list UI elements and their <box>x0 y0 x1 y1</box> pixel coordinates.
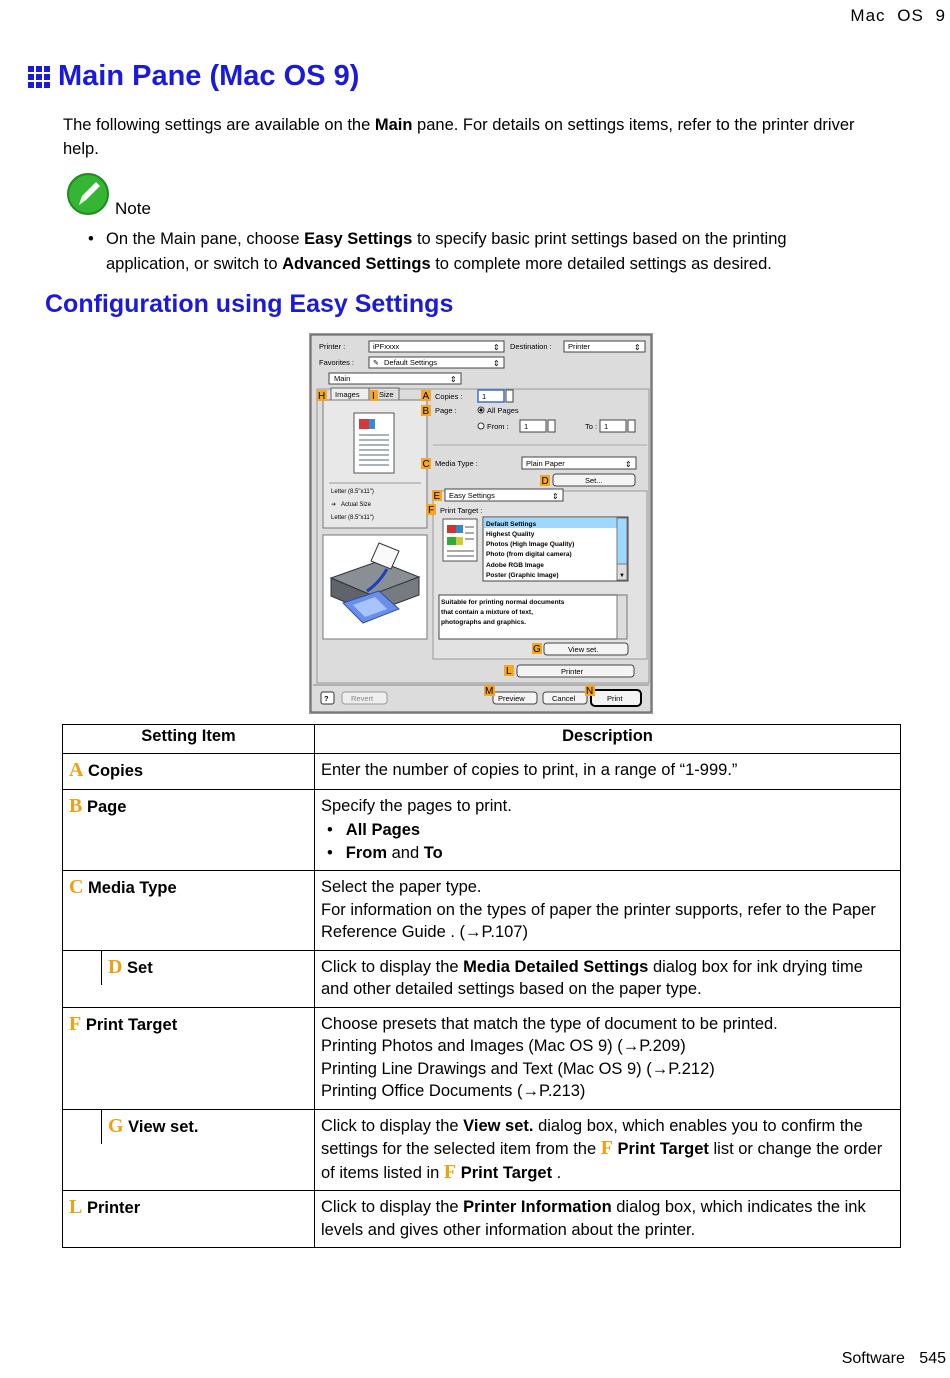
svg-text:Suitable for printing normal d: Suitable for printing normal documents <box>441 599 565 606</box>
table-row: F Print Target Choose presets that match the type of document to be printed. Printing Photos and Images (Mac OS 9) (→P.209) Printing Line Drawings and Text (Mac OS 9) (→P.212) Printing Office Documents (→P.213) <box>63 1007 901 1109</box>
bullet-dot: • <box>88 230 94 248</box>
table-row: D Set Click to display the Media Detailed Settings dialog box for ink drying time and other detailed settings based on the paper type. <box>63 950 901 1007</box>
callout-d <box>540 475 550 487</box>
page-title <box>28 60 359 93</box>
table-row: G View set. Click to display the View set. dialog box, which enables you to confirm the settings for the selected item from the F Print Target list or change the order of items listed in F Print Target . <box>63 1109 901 1191</box>
table-row: L Printer Click to display the Printer Information dialog box, which indicates the ink levels and gives other information about the printer. <box>63 1191 901 1248</box>
header-description: Description <box>315 725 901 754</box>
target-thumbnail-icon <box>443 519 477 561</box>
callout-b <box>421 405 431 417</box>
view-set-button[interactable] <box>544 643 628 655</box>
svg-text:H: H <box>318 391 326 402</box>
callout-h <box>317 390 327 402</box>
printer-select[interactable] <box>369 341 504 352</box>
svg-text:1: 1 <box>524 422 529 431</box>
item-description: Click to display the View set. dialog box, which enables you to confirm the settings for the selected item from the F Print Target list or change the order of items listed in F Print Target . <box>315 1109 901 1191</box>
svg-text:Main: Main <box>334 374 351 383</box>
note-label: Note <box>115 199 151 218</box>
printer-label: Printer : <box>319 342 346 351</box>
svg-text:Printer: Printer <box>561 667 584 676</box>
size-line-1: Letter (8.5"x11") <box>331 489 374 495</box>
section-subtitle: Configuration using Easy Settings <box>45 290 454 318</box>
svg-text:I: I <box>372 391 375 402</box>
callout-a <box>421 390 431 402</box>
media-type-label: Media Type : <box>435 459 478 468</box>
table-row: B Page Specify the pages to print. • All Pages • From and To <box>63 789 901 871</box>
svg-text:D: D <box>541 476 549 487</box>
link-photos[interactable]: Printing Photos and Images (Mac OS 9) (→P.209) <box>321 1037 686 1055</box>
svg-text:1: 1 <box>604 422 609 431</box>
svg-text:M: M <box>485 686 494 697</box>
print-target-list[interactable] <box>483 517 628 581</box>
svg-text:C: C <box>422 459 430 470</box>
svg-text:⇕: ⇕ <box>625 460 632 469</box>
item-name: Copies <box>88 762 144 780</box>
item-description: Choose presets that match the type of document to be printed. Printing Photos and Images (Mac OS 9) (→P.209) Printing Line Drawings and Text (Mac OS 9) (→P.212) Printing Office Documents (→P.213) <box>315 1007 901 1109</box>
svg-text:G: G <box>533 644 541 655</box>
link-line-drawings[interactable]: Printing Line Drawings and Text (Mac OS 9) (→P.212) <box>321 1059 715 1078</box>
running-head: Mac OS 9 <box>850 6 946 25</box>
svg-text:photographs and graphics.: photographs and graphics. <box>441 619 526 626</box>
svg-text:B: B <box>422 406 430 417</box>
section-grid-icon <box>28 66 50 88</box>
favorites-label: Favorites : <box>319 358 355 367</box>
callout-g <box>532 643 542 655</box>
from-input[interactable] <box>520 420 555 432</box>
size-line-2: Actual Size <box>341 502 372 508</box>
revert-button[interactable] <box>342 692 387 704</box>
table-row <box>63 754 901 790</box>
svg-text:A: A <box>422 391 430 402</box>
item-description: Specify the pages to print. • All Pages • From and To <box>315 789 901 871</box>
svg-text:?: ? <box>324 694 329 703</box>
svg-text:All Pages: All Pages <box>487 406 519 415</box>
printer-button[interactable] <box>517 665 634 677</box>
callout-f <box>426 504 436 516</box>
list-item[interactable]: Photo (from digital camera) <box>486 551 572 558</box>
footer-page-number: 545 <box>919 1350 946 1367</box>
callout-m <box>484 685 495 697</box>
list-item[interactable]: Photos (High Image Quality) <box>486 541 575 548</box>
svg-text:⇕: ⇕ <box>493 359 500 368</box>
target-description-box <box>439 595 627 639</box>
item-description: Click to display the Media Detailed Settings dialog box for ink drying time and other detailed settings based on the paper type. <box>315 950 901 1007</box>
svg-text:1: 1 <box>482 392 487 401</box>
page-footer <box>842 1350 946 1368</box>
help-button[interactable] <box>321 692 334 704</box>
set-button[interactable] <box>553 474 635 486</box>
svg-text:⇕: ⇕ <box>493 343 500 352</box>
link-office[interactable]: Printing Office Documents (→P.213) <box>321 1082 586 1100</box>
svg-text:Easy Settings: Easy Settings <box>449 491 495 500</box>
svg-text:iPFxxxx: iPFxxxx <box>373 342 400 351</box>
page-title-text: Main Pane (Mac OS 9) <box>58 60 360 92</box>
svg-text:⇕: ⇕ <box>450 375 457 384</box>
item-description: Enter the number of copies to print, in a range of “1-999.” <box>315 754 901 790</box>
print-target-label: Print Target : <box>440 506 483 515</box>
svg-text:Images: Images <box>335 390 360 399</box>
svg-text:L: L <box>506 666 512 677</box>
svg-text:Cancel: Cancel <box>552 694 576 703</box>
copies-label: Copies : <box>435 392 463 401</box>
list-item[interactable]: Adobe RGB Image <box>486 562 544 569</box>
svg-text:Print: Print <box>607 694 623 703</box>
size-line-3: Letter (8.5"x11") <box>331 515 374 521</box>
list-item[interactable]: Highest Quality <box>486 531 535 538</box>
svg-text:N: N <box>586 686 594 697</box>
svg-text:Plain Paper: Plain Paper <box>526 459 565 468</box>
svg-text:that contain a mixture of text: that contain a mixture of text, <box>441 609 533 616</box>
copies-input[interactable] <box>478 390 513 402</box>
easy-settings-select[interactable] <box>445 489 563 501</box>
page-label: Page : <box>435 406 457 415</box>
svg-text:F: F <box>428 505 435 516</box>
svg-text:Size: Size <box>379 390 394 399</box>
svg-text:Set...: Set... <box>585 476 603 485</box>
note-pencil-icon <box>66 172 110 221</box>
print-button[interactable] <box>591 690 641 706</box>
pane-select[interactable] <box>329 373 461 384</box>
callout-i <box>370 390 378 402</box>
svg-text:⇕: ⇕ <box>634 343 641 352</box>
item-description: Select the paper type. For information on the types of paper the printer supports, refer to the Paper Reference Guide . (→P.107) <box>315 871 901 951</box>
svg-text:Revert: Revert <box>351 694 374 703</box>
favorites-select[interactable] <box>369 357 504 368</box>
svg-text:✎: ✎ <box>373 360 379 367</box>
media-type-select[interactable] <box>522 457 636 469</box>
footer-section: Software <box>841 1350 905 1367</box>
table-header-row <box>63 725 901 754</box>
callout-e <box>432 490 442 502</box>
item-letter: A <box>69 759 84 781</box>
callout-l <box>504 665 514 677</box>
preview-button[interactable] <box>493 692 537 704</box>
callout-n <box>585 685 595 697</box>
intro-paragraph: The following settings are available on the Main pane. For details on settings items, refer to the printer driver help. <box>63 116 855 158</box>
destination-select[interactable] <box>564 341 645 352</box>
svg-text:Printer: Printer <box>568 342 591 351</box>
svg-text:E: E <box>433 491 441 502</box>
header-setting-item: Setting Item <box>63 725 315 754</box>
printer-illustration-icon <box>323 535 427 639</box>
svg-text:From :: From : <box>487 422 509 431</box>
list-item[interactable]: Poster (Graphic Image) <box>486 572 559 579</box>
to-input[interactable] <box>600 420 635 432</box>
page-preview-icon <box>354 413 394 473</box>
arrow-down-icon: ➜ <box>331 502 337 508</box>
table-row: C Media Type Select the paper type. For information on the types of paper the printer supports, refer to the Paper Reference Guide . (→P.107) <box>63 871 901 951</box>
tab-images[interactable] <box>331 388 369 400</box>
svg-text:⇕: ⇕ <box>552 492 559 501</box>
to-label: To : <box>585 422 598 431</box>
item-description: Click to display the Printer Information dialog box, which indicates the ink levels and gives other information about the printer. <box>315 1191 901 1248</box>
svg-text:Default Settings: Default Settings <box>384 358 437 367</box>
print-dialog-screenshot <box>309 333 653 714</box>
svg-text:View set.: View set. <box>568 645 599 654</box>
svg-text:Preview: Preview <box>498 694 525 703</box>
list-item[interactable]: Default Settings <box>486 521 537 528</box>
cancel-button[interactable] <box>543 692 587 704</box>
note-bullet: • On the Main pane, choose Easy Settings to specify basic print settings based on the printing application, or switch to Advanced Settings to complete more detailed settings as desired. <box>88 227 868 277</box>
svg-text:▼: ▼ <box>619 573 625 579</box>
callout-c <box>421 458 431 470</box>
settings-table <box>62 724 901 1248</box>
destination-label: Destination : <box>510 342 552 351</box>
